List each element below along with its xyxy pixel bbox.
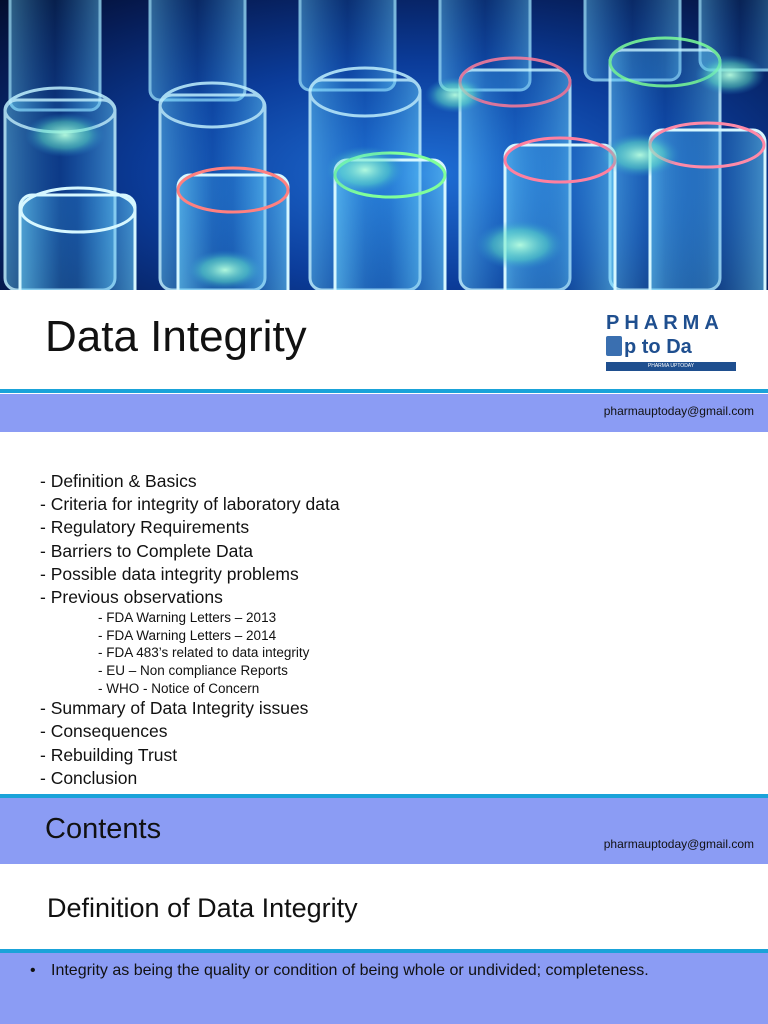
logo-text-middle-label: p to Da xyxy=(624,336,692,358)
list-item: - Conclusion xyxy=(40,767,138,788)
list-item: - Consequences xyxy=(40,721,168,742)
sublist-container xyxy=(40,609,340,697)
graduation-cap-icon xyxy=(606,336,622,356)
contact-email: pharmauptoday@gmail.com xyxy=(603,837,754,851)
footer-band xyxy=(0,394,768,432)
divider-line xyxy=(0,389,768,393)
sublist-item: - EU – Non compliance Reports xyxy=(98,663,288,678)
logo-text-middle xyxy=(606,336,736,360)
pharma-uptoday-logo xyxy=(604,312,740,372)
bullet-marker: • xyxy=(30,962,36,979)
slide-title-data-integrity: Data Integrity xyxy=(45,312,307,361)
list-item: - Regulatory Requirements xyxy=(40,517,250,538)
observations-sublist xyxy=(40,609,340,697)
sublist-item: - FDA Warning Letters – 2013 xyxy=(98,610,277,626)
test-tubes-photo xyxy=(0,0,768,290)
test-tubes-illustration xyxy=(0,0,768,290)
list-item: - Possible data integrity problems xyxy=(40,563,299,584)
list-item: - Barriers to Complete Data xyxy=(40,540,253,561)
list-item: - Definition & Basics xyxy=(40,471,197,491)
contents-title: Contents xyxy=(45,813,162,845)
list-item: - Previous observations xyxy=(40,587,223,608)
logo-tagline: PHARMA UPTODAY xyxy=(606,362,736,371)
sublist-item: - WHO - Notice of Concern xyxy=(98,680,260,696)
sublist-item: - FDA Warning Letters – 2014 xyxy=(98,627,277,643)
contents-list xyxy=(40,470,340,790)
logo-text-top: PHARMA xyxy=(606,312,724,334)
definition-title: Definition of Data Integrity xyxy=(47,893,358,923)
definition-text: Integrity as being the quality or condition of being whole or undivided; completeness. xyxy=(51,962,649,979)
list-item: - Summary of Data Integrity issues xyxy=(40,698,309,719)
list-item: - Rebuilding Trust xyxy=(40,744,178,765)
list-item: - Criteria for integrity of laboratory data xyxy=(40,494,340,515)
sublist-item: - FDA 483’s related to data integrity xyxy=(98,645,310,661)
contact-email: pharmauptoday@gmail.com xyxy=(603,404,754,418)
